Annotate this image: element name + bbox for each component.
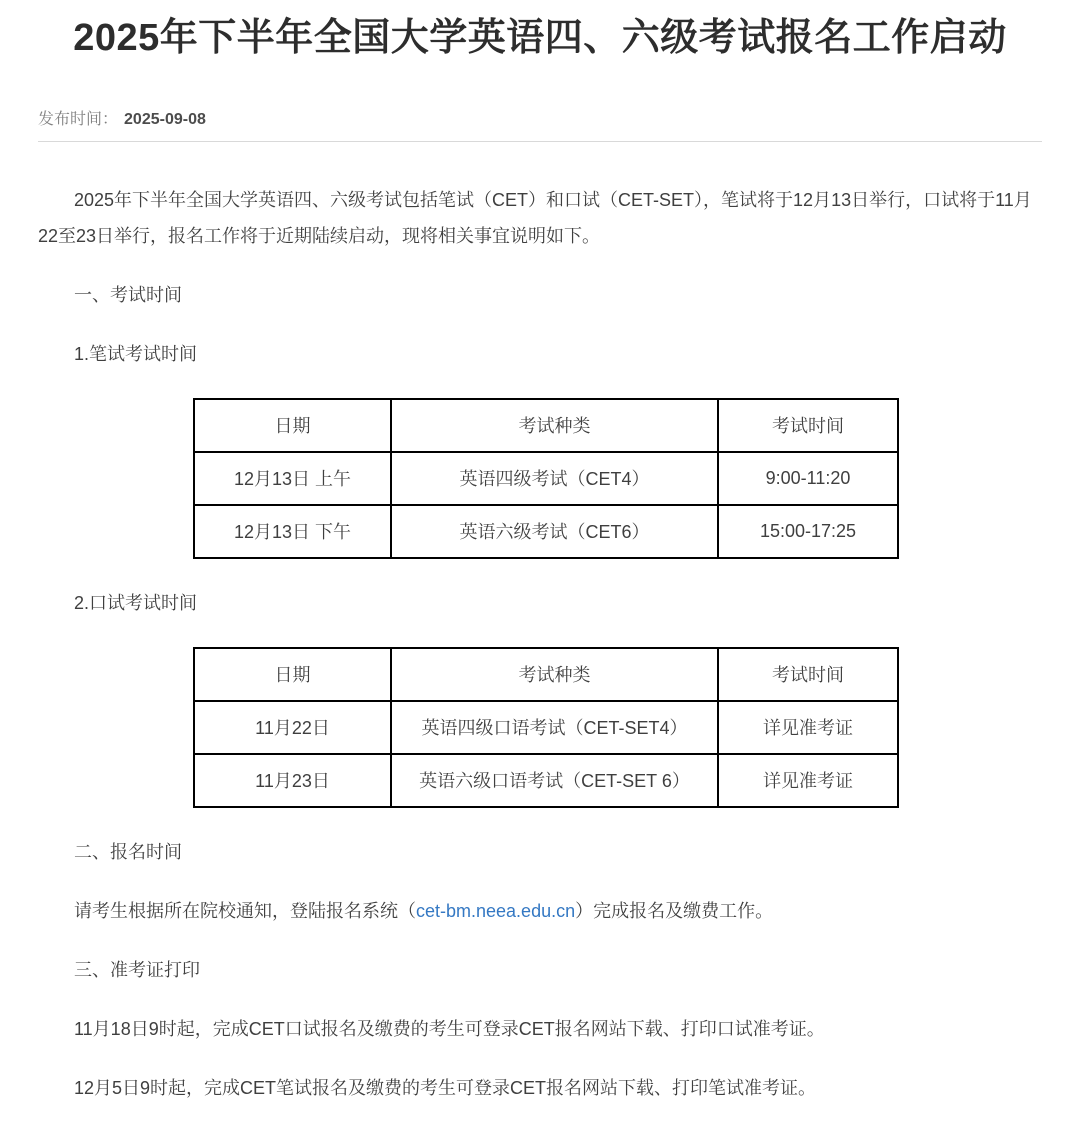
table-cell-exam-time: 15:00-17:25 bbox=[718, 505, 898, 558]
table-cell-exam-type: 英语六级口语考试（CET-SET 6） bbox=[391, 754, 718, 807]
written-exam-table bbox=[193, 398, 899, 559]
table-header-exam-type: 考试种类 bbox=[391, 648, 718, 701]
registration-text-after: ）完成报名及缴费工作。 bbox=[575, 900, 774, 921]
table-cell-date: 11月22日 bbox=[194, 701, 391, 754]
table-cell-exam-time: 9:00-11:20 bbox=[718, 452, 898, 505]
section-heading-exam-time: 一、考试时间 bbox=[74, 284, 182, 305]
table-header-exam-time: 考试时间 bbox=[718, 648, 898, 701]
section-heading-admission-ticket: 三、准考证打印 bbox=[74, 959, 200, 980]
publish-label: 发布时间： bbox=[38, 110, 119, 128]
written-ticket-paragraph: 12月5日9时起，完成CET笔试报名及缴费的考生可登录CET报名网站下载、打印笔试准考证。 bbox=[74, 1077, 817, 1098]
table-cell-exam-type: 英语六级考试（CET6） bbox=[391, 505, 718, 558]
table-header-exam-type: 考试种类 bbox=[391, 399, 718, 452]
table-row bbox=[194, 754, 898, 807]
table-cell-date: 11月23日 bbox=[194, 754, 391, 807]
table-header-date: 日期 bbox=[194, 399, 391, 452]
oral-exam-label: 2.口试考试时间 bbox=[74, 592, 198, 613]
table-row bbox=[194, 701, 898, 754]
registration-system-link[interactable]: cet-bm.neea.edu.cn bbox=[416, 900, 576, 921]
written-exam-label: 1.笔试考试时间 bbox=[74, 343, 198, 364]
table-cell-date: 12月13日 上午 bbox=[194, 452, 391, 505]
oral-exam-table bbox=[193, 647, 899, 808]
table-row bbox=[194, 505, 898, 558]
table-cell-exam-time: 详见准考证 bbox=[718, 701, 898, 754]
table-row bbox=[194, 452, 898, 505]
table-header-date: 日期 bbox=[194, 648, 391, 701]
table-header-row bbox=[194, 648, 898, 701]
table-header-exam-time: 考试时间 bbox=[718, 399, 898, 452]
table-cell-exam-type: 英语四级考试（CET4） bbox=[391, 452, 718, 505]
registration-text-before: 请考生根据所在院校通知，登陆报名系统（ bbox=[74, 900, 416, 921]
intro-paragraph: 2025年下半年全国大学英语四、六级考试包括笔试（CET）和口试（CET-SET），笔试将于12月13日举行，口试将于11月22至23日举行，报名工作将于近期陆续启动，现将相关事宜说明如下。 bbox=[38, 189, 1032, 246]
table-header-row bbox=[194, 399, 898, 452]
publish-date: 2025-09-08 bbox=[124, 110, 206, 128]
article-page bbox=[0, 16, 1080, 1106]
page-title: 2025年下半年全国大学英语四、六级考试报名工作启动 bbox=[73, 17, 1007, 59]
section-heading-registration-time: 二、报名时间 bbox=[74, 841, 182, 862]
publish-info bbox=[38, 106, 1042, 142]
registration-paragraph bbox=[38, 893, 1042, 929]
table-cell-date: 12月13日 下午 bbox=[194, 505, 391, 558]
table-cell-exam-time: 详见准考证 bbox=[718, 754, 898, 807]
table-cell-exam-type: 英语四级口语考试（CET-SET4） bbox=[391, 701, 718, 754]
oral-ticket-paragraph: 11月18日9时起，完成CET口试报名及缴费的考生可登录CET报名网站下载、打印口试准考证。 bbox=[74, 1018, 825, 1039]
